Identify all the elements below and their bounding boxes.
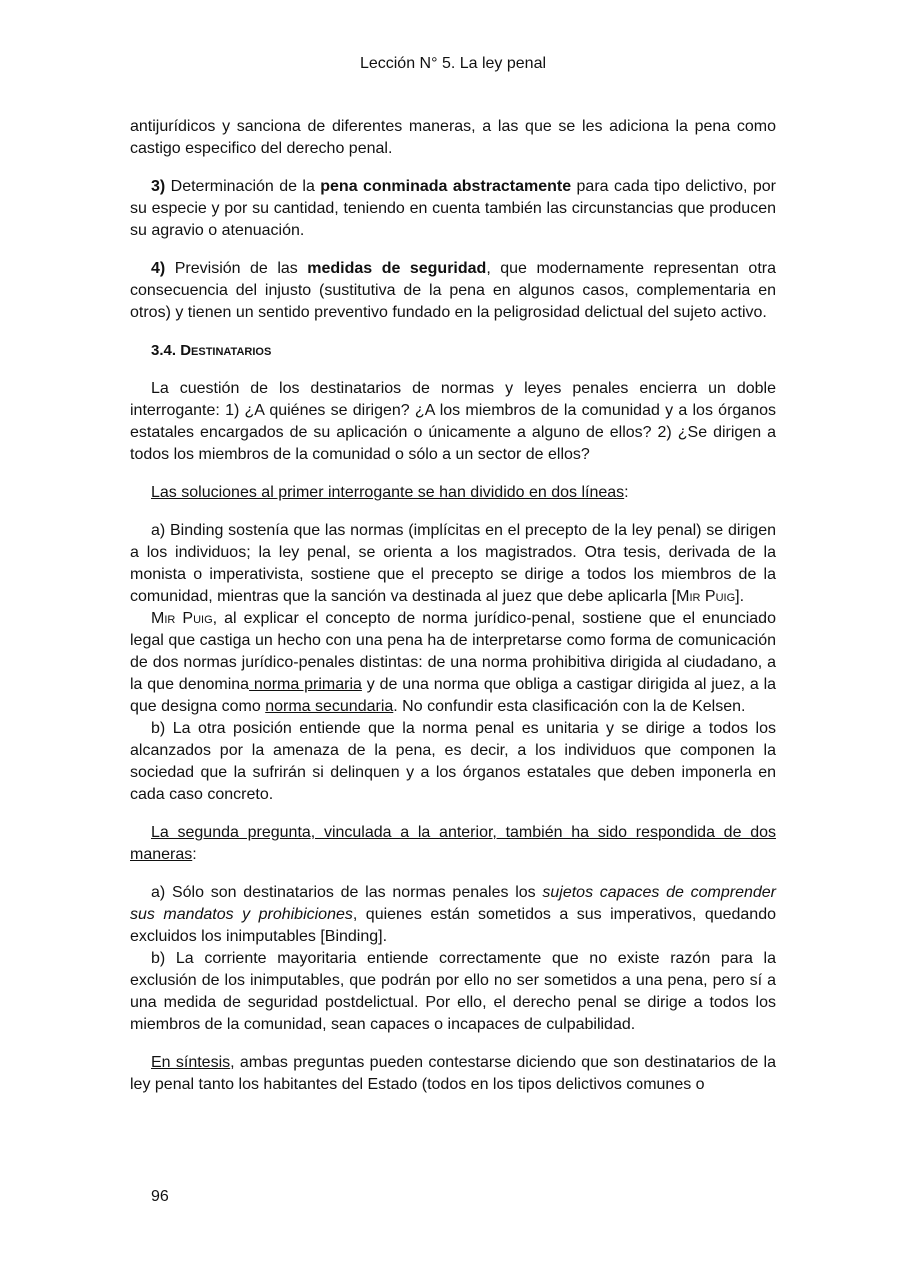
page-number: 96 [151, 1188, 169, 1205]
section-heading: 3.4. Destinatarios [151, 342, 272, 359]
paragraph-continuation: antijurídicos y sanciona de diferentes maneras, a las que se les adiciona la pena como castigo especifico del derecho penal. [130, 118, 776, 157]
section-title: Destinatarios [180, 342, 272, 359]
item-number: 3) [151, 178, 166, 195]
author-name: Mir Puig [676, 588, 736, 605]
paragraph-mir-puig: Mir Puig, al explicar el concepto de norma jurídico-penal, sostiene que el enunciado legal que castiga un hecho con una pena ha de interpretarse como forma de comunicación de dos normas jurídico-penales distintas: de una norma prohibitiva dirigida al ciudadano, a la que denomina norma primaria y de una norma que obliga a castigar dirigida al juez, a la que designa como norma secundaria. No confundir esta clasificación con la de Kelsen. [130, 610, 777, 715]
bold-term: pena conminada abstractamente [320, 178, 572, 195]
paragraph-synthesis: En síntesis, ambas preguntas pueden contestarse diciendo que son destinatarios de la ley penal tanto los habitantes del Estado (todos en los tipos delictivos comunes o [130, 1054, 776, 1093]
author-name: Mir Puig [151, 610, 213, 627]
item-number: 4) [151, 260, 166, 277]
paragraph-item-4: 4) Previsión de las medidas de seguridad, que modernamente representan otra consecuencia del injusto (sustitutiva de la pena en algunos casos, complementaria en otros) y tienen un sentido preventivo fundado en la peligrosidad delictual del sujeto activo. [130, 260, 776, 321]
paragraph-first-question: Las soluciones al primer interrogante se han dividido en dos líneas: [151, 484, 629, 501]
italic-term: sujetos capaces de comprender sus mandatos y prohibiciones [130, 884, 777, 923]
paragraph-item-3: 3) Determinación de la pena conminada abstractamente para cada tipo delictivo, por su especie y por su cantidad, teniendo en cuenta también las circunstancias que producen su agravio o atenuación. [130, 178, 777, 239]
paragraph-second-question: La segunda pregunta, vinculada a la anterior, también ha sido respondida de dos maneras: [130, 824, 776, 863]
paragraph-second-option-a: a) Sólo son destinatarios de las normas penales los sujetos capaces de comprender sus mandatos y prohibiciones, quienes están sometidos a sus imperativos, quedando excluidos los inimputables [Binding]. [130, 884, 777, 945]
paragraph-second-option-b: b) La corriente mayoritaria entiende correctamente que no existe razón para la exclusión de los inimputables, que podrán por ello no ser sometidos a una pena, pero sí a una medida de seguridad postdelictual. Por ello, el derecho penal se dirige a todos los miembros de la comunidad, sean capaces o incapaces de culpabilidad. [130, 950, 776, 1033]
bold-term: medidas de seguridad [307, 260, 487, 277]
paragraph-intro: La cuestión de los destinatarios de normas y leyes penales encierra un doble interrogante: 1) ¿A quiénes se dirigen? ¿A los miembros de la comunidad y a los órganos estatales encargados de su aplicación o únicamente a alguno de ellos? 2) ¿Se dirigen a todos los miembros de la comunidad o sólo a un sector de ellos? [130, 380, 776, 463]
page-header: Lección N° 5. La ley penal [359, 55, 547, 72]
page-body [130, 116, 776, 1096]
paragraph-option-a: a) Binding sostenía que las normas (implícitas en el precepto de la ley penal) se dirigen a los individuos; la ley penal, se orienta a los magistrados. Otra tesis, derivada de la monista o imperativista, sostiene que el precepto se dirige a todos los miembros de la comunidad, mientras que la sanción va destinada al juez que debe aplicarla [Mir Puig]. [130, 522, 776, 605]
paragraph-option-b: b) La otra posición entiende que la norma penal es unitaria y se dirige a todos los alcanzados por la amenaza de la pena, es decir, a los individuos que componen la sociedad que la sufrirán si delinquen y a los órganos estatales que deben imponerla en cada caso concreto. [130, 720, 776, 803]
